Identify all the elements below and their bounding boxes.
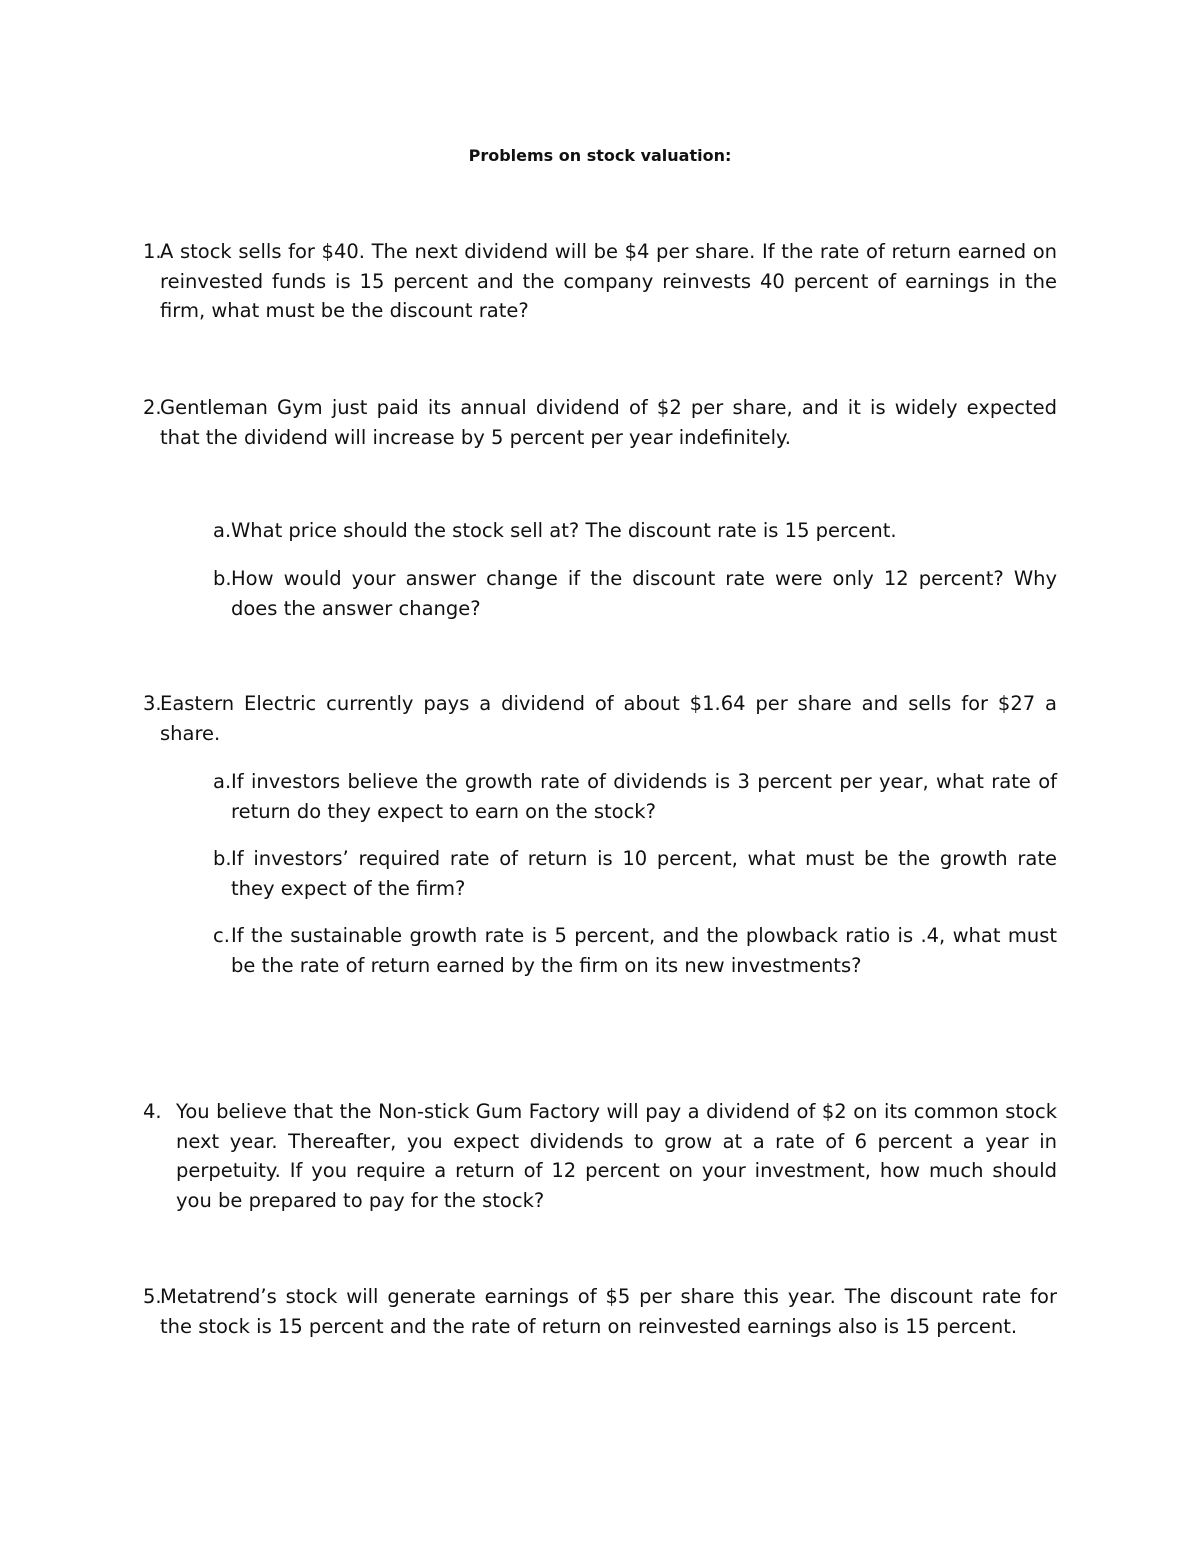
problem-number: 5. bbox=[143, 1285, 162, 1308]
problem-text: You believe that the Non-stick Gum Factory will pay a dividend of $2 on its common stock next year. Thereafter, you expect dividends to grow at a rate of 6 percent a year in perpetuity. If you require a return of 12 percent on your investment, how much should you be prepared to pay for the stock? bbox=[176, 1100, 1057, 1212]
part-text: How would your answer change if the discount rate were only 12 percent? Why does the answer change? bbox=[231, 567, 1057, 620]
problem-3 bbox=[143, 689, 1057, 748]
part-letter: b. bbox=[213, 567, 232, 590]
problem-2 bbox=[143, 393, 1057, 452]
problem-number: 4. bbox=[143, 1100, 162, 1123]
part-letter: c. bbox=[213, 924, 230, 947]
problem-3-part-a bbox=[213, 767, 1057, 826]
part-text: If investors’ required rate of return is 10 percent, what must be the growth rate they expect of the firm? bbox=[231, 847, 1057, 900]
problem-text: Gentleman Gym just paid its annual dividend of $2 per share, and it is widely expected that the dividend will increase by 5 percent per year indefinitely. bbox=[160, 396, 1057, 449]
document-title: Problems on stock valuation: bbox=[468, 146, 732, 165]
part-text: If the sustainable growth rate is 5 percent, and the plowback ratio is .4, what must be the rate of return earned by the firm on its new investments? bbox=[231, 924, 1057, 977]
problem-5 bbox=[143, 1282, 1057, 1341]
part-letter: b. bbox=[213, 847, 232, 870]
part-letter: a. bbox=[213, 770, 232, 793]
problem-text: Eastern Electric currently pays a dividend of about $1.64 per share and sells for $27 a share. bbox=[160, 692, 1057, 745]
problem-1 bbox=[143, 237, 1057, 326]
part-text: If investors believe the growth rate of dividends is 3 percent per year, what rate of return do they expect to earn on the stock? bbox=[231, 770, 1057, 823]
problem-2-part-a bbox=[213, 516, 1057, 546]
problem-4 bbox=[143, 1097, 1057, 1215]
problem-3-part-b bbox=[213, 844, 1057, 903]
problem-2-part-b bbox=[213, 564, 1057, 623]
part-text: What price should the stock sell at? The discount rate is 15 percent. bbox=[231, 519, 897, 542]
problem-number: 3. bbox=[143, 692, 162, 715]
problem-text: Metatrend’s stock will generate earnings of $5 per share this year. The discount rate for the stock is 15 percent and the rate of return on reinvested earnings also is 15 percent. bbox=[160, 1285, 1057, 1338]
problem-number: 1. bbox=[143, 240, 162, 263]
problem-3-part-c bbox=[213, 921, 1057, 980]
part-letter: a. bbox=[213, 519, 232, 542]
problem-number: 2. bbox=[143, 396, 162, 419]
problem-text: A stock sells for $40. The next dividend will be $4 per share. If the rate of return earned on reinvested funds is 15 percent and the company reinvests 40 percent of earnings in the firm, what must be the discount rate? bbox=[160, 240, 1057, 322]
